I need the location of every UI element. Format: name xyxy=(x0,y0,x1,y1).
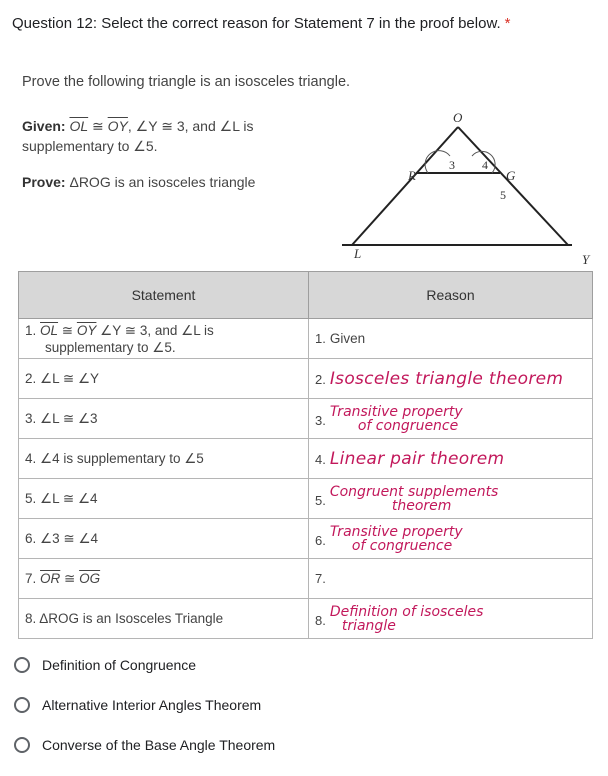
reason-line1: Congruent supplements xyxy=(329,483,499,500)
reason-num: 1. xyxy=(315,331,326,346)
table-row xyxy=(19,479,593,519)
statement-text: ∠L ≅ ∠Y xyxy=(40,370,100,386)
label-L: L xyxy=(354,246,362,261)
row-num: 7. xyxy=(25,570,37,586)
reason-text: Given xyxy=(329,331,366,346)
reason-line1: Transitive property xyxy=(329,403,463,420)
reason-handwritten: Linear pair theorem xyxy=(329,448,505,469)
label-O: O xyxy=(453,110,463,125)
table-row xyxy=(19,519,593,559)
radio-button[interactable] xyxy=(14,657,30,673)
table-row xyxy=(19,599,593,639)
stmt-rest: ∠Y ≅ 3, and ∠L is xyxy=(96,322,214,338)
table-row xyxy=(19,399,593,439)
reason-handwritten xyxy=(315,525,586,553)
reason-cell xyxy=(309,359,593,399)
reason-handwritten xyxy=(315,605,586,633)
reason-handwritten xyxy=(315,405,586,433)
row-num: 2. xyxy=(25,370,37,386)
reason-line2: theorem xyxy=(391,497,452,514)
row-num: 8. xyxy=(25,611,37,626)
stmt-cong: ≅ xyxy=(58,322,77,338)
stmt-seg-oy: $\overline{OY}$ xyxy=(76,322,97,338)
prove-label: Prove: xyxy=(22,174,66,190)
statement-cell xyxy=(19,479,309,519)
given-seg-ol: $\overline{OL}$ xyxy=(69,118,89,134)
reason-num: 7. xyxy=(315,571,326,586)
prove-statement xyxy=(22,174,255,190)
reason-cell xyxy=(309,399,593,439)
statement-cell xyxy=(19,439,309,479)
table-row xyxy=(19,319,593,359)
problem-heading: Prove the following triangle is an isosceles triangle. xyxy=(22,74,351,90)
table-row xyxy=(19,359,593,399)
side-ol xyxy=(352,127,458,245)
given-seg-oy: $\overline{OY}$ xyxy=(107,118,128,134)
side-oy xyxy=(458,127,568,245)
prove-text: ΔROG is an isosceles triangle xyxy=(65,174,256,190)
stmt-seg-ol: $\overline{OL}$ xyxy=(40,322,59,338)
given-line2: supplementary to ∠5. xyxy=(22,138,158,154)
statement-cell xyxy=(19,399,309,439)
reason-num: 8. xyxy=(315,612,326,628)
statement-text: ΔROG is an Isosceles Triangle xyxy=(39,611,224,626)
reason-num: 6. xyxy=(315,532,326,548)
stmt-seg-or: $\overline{OR}$ xyxy=(40,570,61,586)
given-rest: , ∠Y ≅ 3, and ∠L is xyxy=(127,118,254,134)
reason-cell xyxy=(309,599,593,639)
row-num: 5. xyxy=(25,490,37,506)
reason-handwritten xyxy=(315,485,586,513)
reason-cell xyxy=(309,319,593,359)
label-R: R xyxy=(408,168,416,183)
stmt-cong: ≅ xyxy=(60,570,80,586)
label-angle-4: 4 xyxy=(482,158,488,172)
row-num: 4. xyxy=(25,450,37,466)
required-mark: * xyxy=(504,15,511,32)
reason-line2: of congruence xyxy=(351,537,453,554)
option-converse-base-angle[interactable] xyxy=(14,734,275,756)
table-header xyxy=(19,272,593,319)
given-statement xyxy=(22,116,322,156)
reason-cell-blank xyxy=(309,559,593,599)
header-statement: Statement xyxy=(19,272,309,319)
reason-cell xyxy=(309,519,593,559)
reason-line2: of congruence xyxy=(357,417,459,434)
given-label: Given: xyxy=(22,118,66,134)
statement-cell xyxy=(19,519,309,559)
reason-cell xyxy=(309,439,593,479)
question-title-text: Question 12: Select the correct reason for Statement 7 in the proof below. xyxy=(12,15,501,32)
table-row xyxy=(19,439,593,479)
stmt-line2: supplementary to ∠5. xyxy=(45,339,176,355)
reason-num: 5. xyxy=(315,492,326,508)
option-label[interactable]: Converse of the Base Angle Theorem xyxy=(42,737,276,753)
reason-num: 2. xyxy=(315,371,326,387)
statement-text: ∠3 ≅ ∠4 xyxy=(40,530,99,546)
proof-table xyxy=(18,271,593,639)
statement-text: ∠L ≅ ∠4 xyxy=(40,490,98,506)
reason-num: 4. xyxy=(315,451,326,467)
reason-handwritten: Isosceles triangle theorem xyxy=(329,368,564,389)
statement-cell xyxy=(19,359,309,399)
reason-line1: Definition of isosceles xyxy=(329,603,484,620)
reason-num: 3. xyxy=(315,412,326,428)
question-title xyxy=(12,15,510,32)
reason-line1: Transitive property xyxy=(329,523,463,540)
statement-cell xyxy=(19,319,309,359)
statement-text: ∠4 is supplementary to ∠5 xyxy=(40,450,204,466)
header-reason: Reason xyxy=(309,272,593,319)
statement-text: ∠L ≅ ∠3 xyxy=(40,410,98,426)
row-num: 1. xyxy=(25,322,37,338)
reason-line2: triangle xyxy=(341,617,396,634)
option-label[interactable]: Definition of Congruence xyxy=(42,657,197,673)
label-angle-5: 5 xyxy=(500,188,506,202)
reason-cell xyxy=(309,479,593,519)
problem-image xyxy=(16,55,594,635)
radio-button[interactable] xyxy=(14,737,30,753)
given-cong: ≅ xyxy=(88,118,108,134)
row-num: 6. xyxy=(25,530,37,546)
statement-cell xyxy=(19,599,309,639)
arc-angle-3 xyxy=(425,151,450,173)
option-label[interactable]: Alternative Interior Angles Theorem xyxy=(42,697,262,713)
triangle-diagram xyxy=(332,107,594,267)
label-G: G xyxy=(506,168,516,183)
row-num: 3. xyxy=(25,410,37,426)
option-definition-of-congruence[interactable] xyxy=(14,654,196,676)
stmt-seg-og: $\overline{OG}$ xyxy=(79,570,101,586)
option-alternative-interior-angles[interactable] xyxy=(14,694,261,716)
statement-cell xyxy=(19,559,309,599)
label-Y: Y xyxy=(582,252,590,267)
label-angle-3: 3 xyxy=(449,158,455,172)
table-row xyxy=(19,559,593,599)
radio-button[interactable] xyxy=(14,697,30,713)
